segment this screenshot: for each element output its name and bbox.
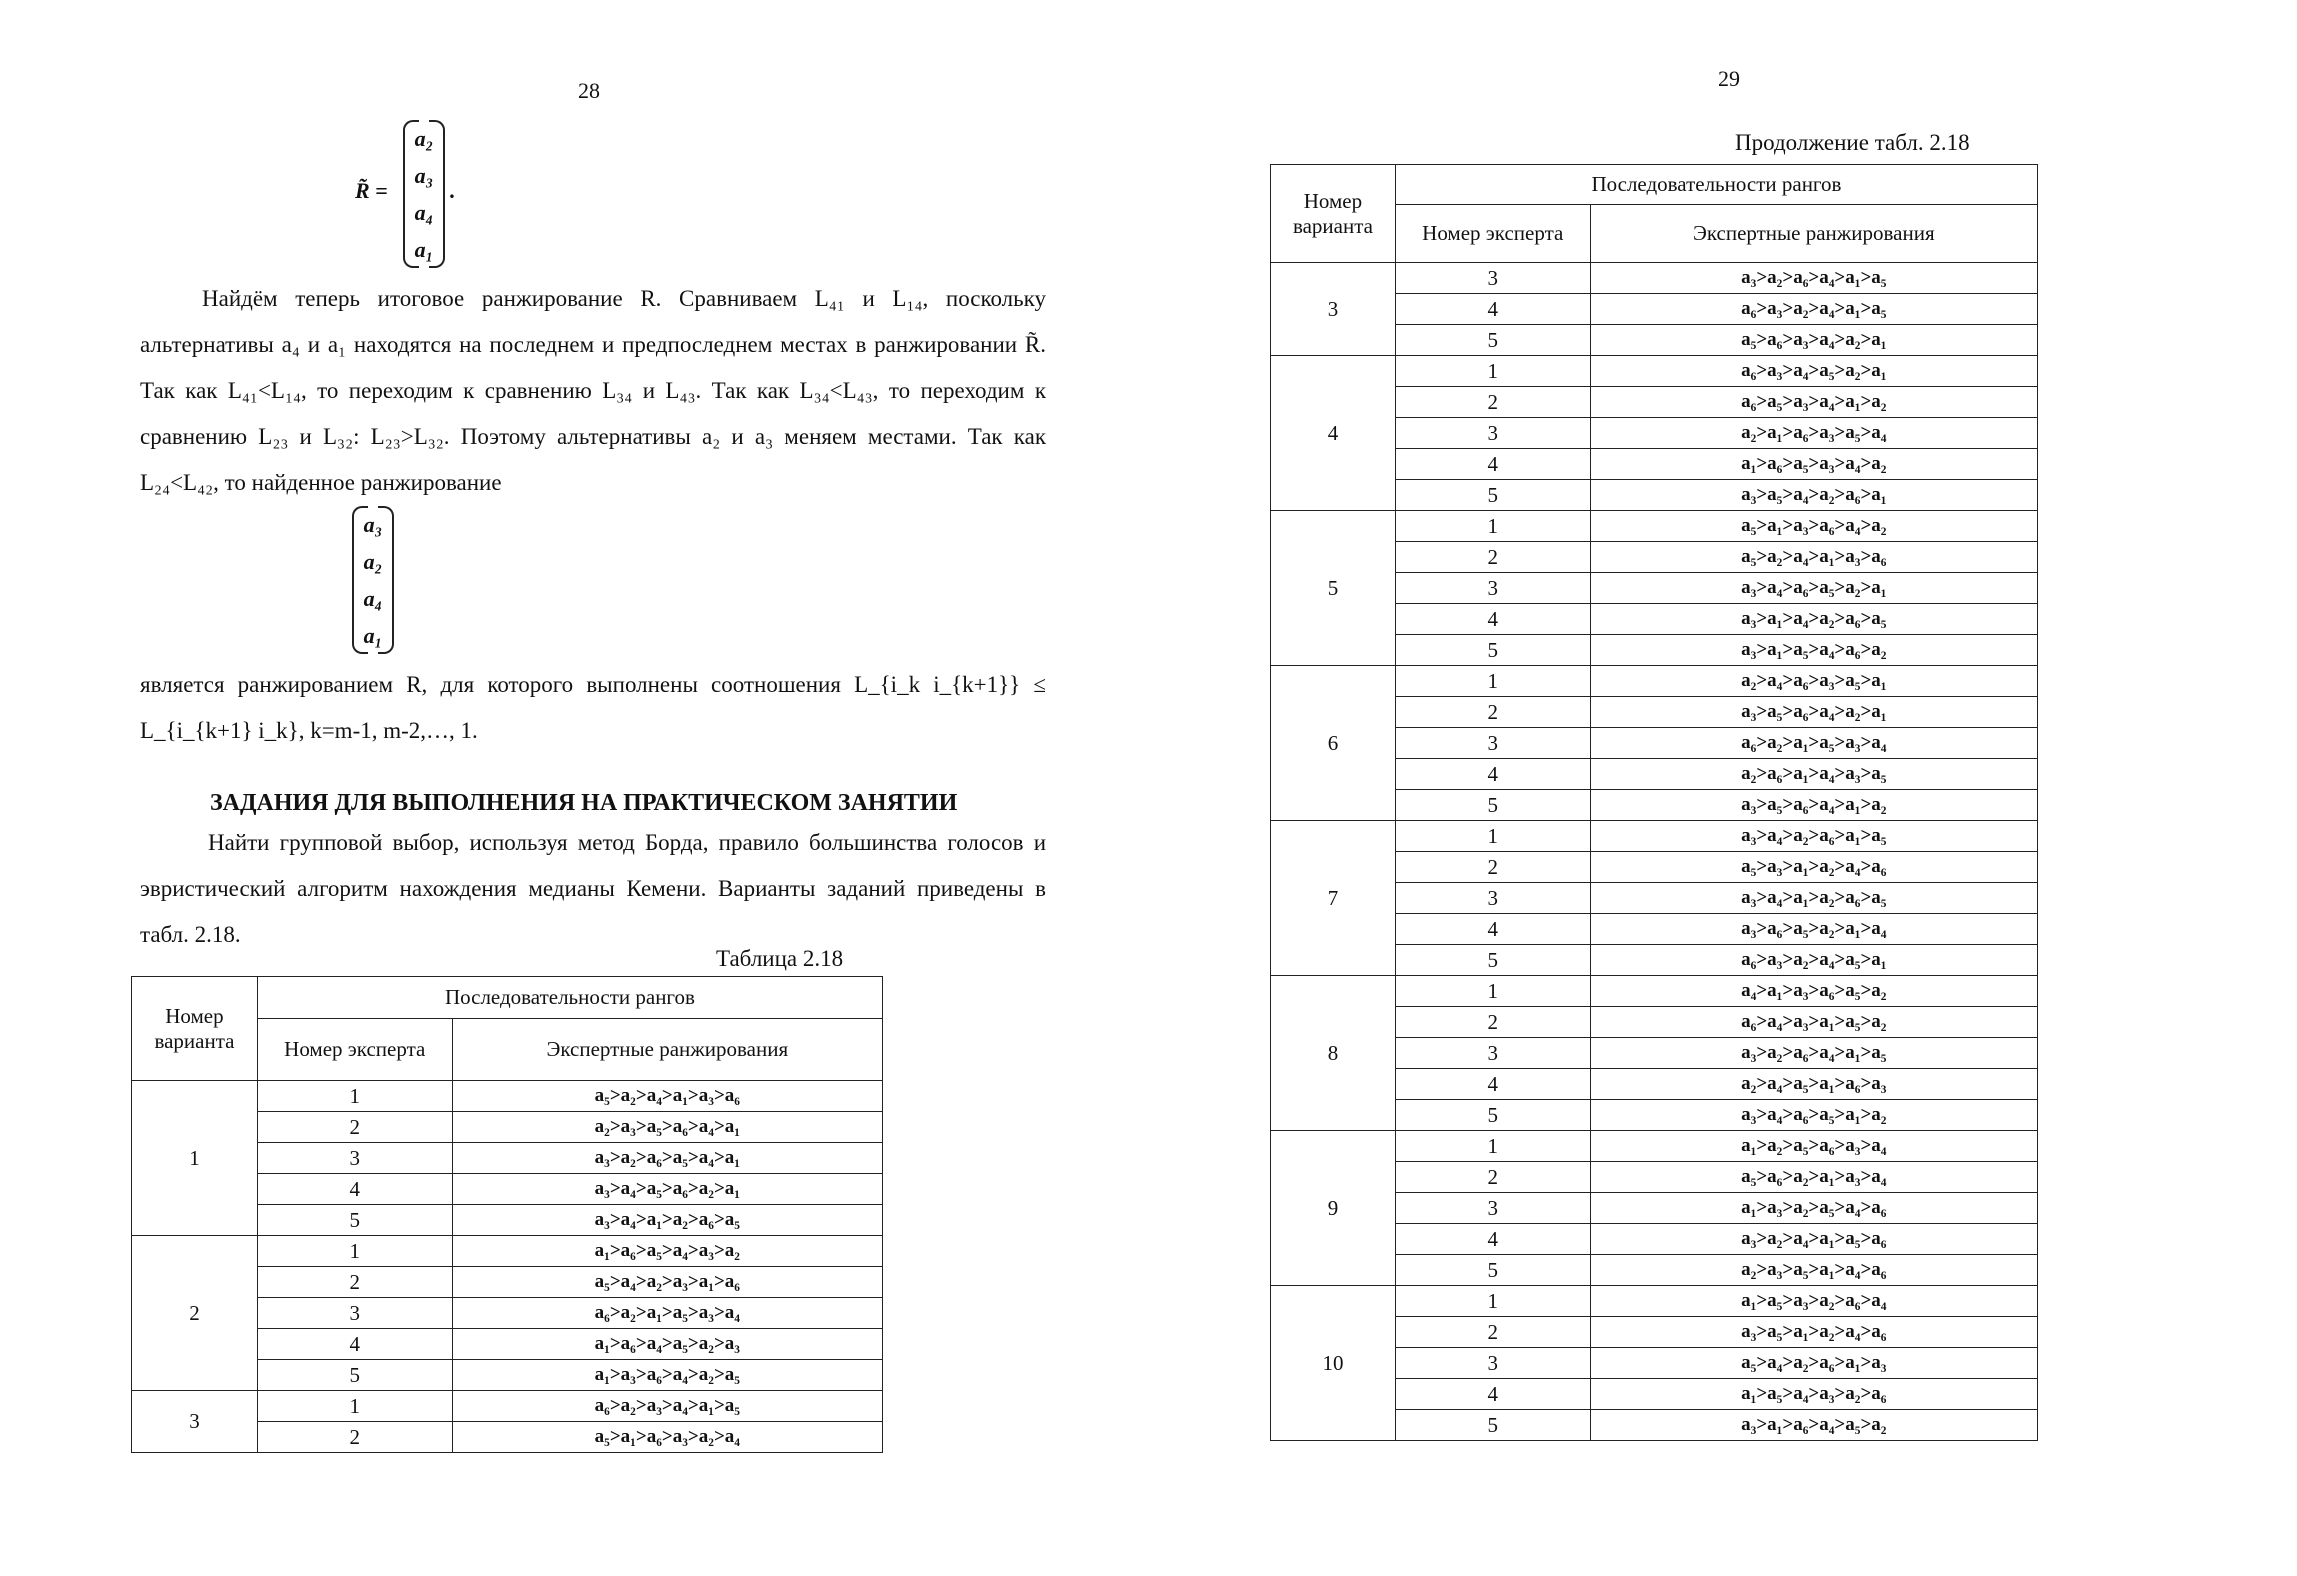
expert-cell: 5	[1395, 1410, 1590, 1441]
expert-cell: 1	[1395, 511, 1590, 542]
ranking-cell: a₃>a₄>a₆>a₅>a₂>a₁	[1590, 573, 2037, 604]
ranking-cell: a₂>a₆>a₁>a₄>a₃>a₅	[1590, 759, 2037, 790]
ranking-cell: a₅>a₆>a₃>a₄>a₂>a₁	[1590, 325, 2037, 356]
ranking-cell: a₁>a₅>a₃>a₂>a₆>a₄	[1590, 1286, 2037, 1317]
variant-cell: 3	[132, 1391, 258, 1453]
col-sequences-header: Последовательности рангов	[257, 977, 882, 1019]
expert-cell: 2	[1395, 542, 1590, 573]
matrix-2	[352, 506, 394, 654]
expert-cell: 1	[1395, 821, 1590, 852]
ranking-cell: a₃>a₁>a₅>a₄>a₆>a₂	[1590, 635, 2037, 666]
expert-cell: 5	[1395, 480, 1590, 511]
matrix-entry: a₁	[363, 623, 383, 648]
ranking-cell: a₁>a₆>a₄>a₅>a₂>a₃	[452, 1329, 882, 1360]
expert-cell: 5	[1395, 790, 1590, 821]
expert-cell: 3	[1395, 263, 1590, 294]
variant-cell: 1	[132, 1081, 258, 1236]
ranking-cell: a₅>a₁>a₆>a₃>a₂>a₄	[452, 1422, 882, 1453]
expert-cell: 3	[1395, 883, 1590, 914]
ranking-cell: a₃>a₄>a₅>a₆>a₂>a₁	[452, 1174, 882, 1205]
expert-cell: 2	[257, 1422, 452, 1453]
matrix-entry: a₄	[414, 200, 434, 225]
expert-cell: 5	[1395, 1255, 1590, 1286]
ranking-cell: a₆>a₂>a₁>a₅>a₃>a₄	[1590, 728, 2037, 759]
expert-cell: 2	[1395, 1007, 1590, 1038]
matrix-period: .	[450, 178, 456, 203]
ranking-cell: a₃>a₅>a₆>a₄>a₂>a₁	[1590, 697, 2037, 728]
variant-cell: 9	[1271, 1131, 1396, 1286]
expert-cell: 5	[257, 1205, 452, 1236]
expert-cell: 2	[257, 1267, 452, 1298]
matrix-1	[403, 120, 445, 268]
ranking-cell: a₂>a₃>a₅>a₆>a₄>a₁	[452, 1112, 882, 1143]
col-expert-header: Номер эксперта	[1395, 205, 1590, 263]
ranking-cell: a₂>a₄>a₅>a₁>a₆>a₃	[1590, 1069, 2037, 1100]
col-sequences-header: Последовательности рангов	[1395, 165, 2037, 205]
variant-cell: 8	[1271, 976, 1396, 1131]
expert-cell: 3	[1395, 728, 1590, 759]
expert-cell: 2	[257, 1112, 452, 1143]
ranking-cell: a₆>a₅>a₃>a₄>a₁>a₂	[1590, 387, 2037, 418]
ranking-cell: a₆>a₂>a₁>a₅>a₃>a₄	[452, 1298, 882, 1329]
expert-cell: 3	[1395, 1038, 1590, 1069]
table-row	[1271, 263, 2038, 294]
expert-cell: 4	[1395, 914, 1590, 945]
expert-cell: 1	[257, 1236, 452, 1267]
expert-cell: 4	[257, 1329, 452, 1360]
ranking-cell: a₃>a₄>a₁>a₂>a₆>a₅	[452, 1205, 882, 1236]
ranking-cell: a₃>a₅>a₁>a₂>a₄>a₆	[1590, 1317, 2037, 1348]
ranking-cell: a₅>a₃>a₁>a₂>a₄>a₆	[1590, 852, 2037, 883]
ranking-cell: a₅>a₂>a₄>a₁>a₃>a₆	[452, 1081, 882, 1112]
expert-cell: 4	[1395, 449, 1590, 480]
table-caption: Таблица 2.18	[716, 946, 844, 971]
ranking-cell: a₁>a₅>a₄>a₃>a₂>a₆	[1590, 1379, 2037, 1410]
page-number: 28	[578, 78, 600, 103]
ranking-cell: a₃>a₄>a₆>a₅>a₁>a₂	[1590, 1100, 2037, 1131]
table-caption: Продолжение табл. 2.18	[1735, 130, 1970, 155]
right-page	[1150, 0, 2297, 1576]
ranking-cell: a₅>a₁>a₃>a₆>a₄>a₂	[1590, 511, 2037, 542]
table-row	[1271, 1131, 2038, 1162]
ranking-cell: a₃>a₂>a₆>a₅>a₄>a₁	[452, 1143, 882, 1174]
ranking-cell: a₃>a₂>a₆>a₄>a₁>a₅	[1590, 1038, 2037, 1069]
col-variant-header: Номер варианта	[132, 977, 258, 1081]
table-row	[132, 1081, 883, 1112]
expert-cell: 2	[1395, 387, 1590, 418]
expert-cell: 3	[1395, 573, 1590, 604]
expert-cell: 1	[257, 1081, 452, 1112]
paragraph-2	[140, 662, 1046, 754]
table-row	[1271, 666, 2038, 697]
col-variant-header: Номер варианта	[1271, 165, 1396, 263]
expert-cell: 4	[257, 1174, 452, 1205]
ranking-cell: a₃>a₅>a₆>a₄>a₁>a₂	[1590, 790, 2037, 821]
matrix-entry: a₄	[363, 586, 383, 611]
paragraph-3	[140, 820, 1046, 958]
paragraph-3-text: Найти групповой выбор, используя метод Борда, правило большинства голосов и эвристический алгоритм нахождения медианы Кемени. Варианты заданий приведены в табл. 2.18.	[140, 830, 1046, 947]
rankings-table	[131, 976, 883, 1453]
matrix-entry: a₂	[414, 126, 434, 151]
expert-cell: 1	[1395, 976, 1590, 1007]
ranking-cell: a₁>a₆>a₅>a₄>a₃>a₂	[452, 1236, 882, 1267]
col-rankings-header: Экспертные ранжирования	[452, 1019, 882, 1081]
variant-cell: 4	[1271, 356, 1396, 511]
section-heading: ЗАДАНИЯ ДЛЯ ВЫПОЛНЕНИЯ НА ПРАКТИЧЕСКОМ ЗАНЯТИИ	[210, 790, 958, 816]
paragraph-1	[140, 276, 1046, 506]
variant-cell: 5	[1271, 511, 1396, 666]
ranking-cell: a₅>a₄>a₂>a₃>a₁>a₆	[452, 1267, 882, 1298]
ranking-cell: a₃>a₄>a₁>a₂>a₆>a₅	[1590, 883, 2037, 914]
ranking-cell: a₃>a₂>a₆>a₄>a₁>a₅	[1590, 263, 2037, 294]
ranking-cell: a₂>a₄>a₆>a₃>a₅>a₁	[1590, 666, 2037, 697]
ranking-cell: a₆>a₄>a₃>a₁>a₅>a₂	[1590, 1007, 2037, 1038]
ranking-cell: a₅>a₂>a₄>a₁>a₃>a₆	[1590, 542, 2037, 573]
ranking-cell: a₁>a₃>a₆>a₄>a₂>a₅	[452, 1360, 882, 1391]
expert-cell: 1	[1395, 1131, 1590, 1162]
table-row	[132, 1236, 883, 1267]
expert-cell: 2	[1395, 1317, 1590, 1348]
paragraph-2-text: является ранжированием R, для которого выполнены соотношения L_{i_k i_{k+1}} ≤ L_{i_{k+1} i_k}, k=m-1, m-2,…, 1.	[140, 672, 1046, 743]
expert-cell: 5	[257, 1360, 452, 1391]
ranking-cell: a₃>a₁>a₆>a₄>a₅>a₂	[1590, 1410, 2037, 1441]
expert-cell: 1	[257, 1391, 452, 1422]
table-row	[1271, 821, 2038, 852]
table-row	[1271, 1286, 2038, 1317]
matrix-entry: a₂	[363, 549, 383, 574]
ranking-cell: a₄>a₁>a₃>a₆>a₅>a₂	[1590, 976, 2037, 1007]
matrix-entry: a₁	[414, 237, 434, 262]
variant-cell: 6	[1271, 666, 1396, 821]
expert-cell: 4	[1395, 1069, 1590, 1100]
matrix-lhs: R̃ =	[355, 178, 388, 203]
ranking-cell: a₂>a₁>a₆>a₃>a₅>a₄	[1590, 418, 2037, 449]
ranking-cell: a₅>a₆>a₂>a₁>a₃>a₄	[1590, 1162, 2037, 1193]
expert-cell: 2	[1395, 1162, 1590, 1193]
expert-cell: 4	[1395, 294, 1590, 325]
col-expert-header: Номер эксперта	[257, 1019, 452, 1081]
table-row	[1271, 511, 2038, 542]
variant-cell: 3	[1271, 263, 1396, 356]
expert-cell: 3	[257, 1143, 452, 1174]
expert-cell: 3	[257, 1298, 452, 1329]
ranking-cell: a₆>a₃>a₄>a₅>a₂>a₁	[1590, 356, 2037, 387]
ranking-cell: a₃>a₁>a₄>a₂>a₆>a₅	[1590, 604, 2037, 635]
ranking-cell: a₆>a₃>a₂>a₄>a₁>a₅	[1590, 294, 2037, 325]
expert-cell: 4	[1395, 604, 1590, 635]
ranking-cell: a₆>a₂>a₃>a₄>a₁>a₅	[452, 1391, 882, 1422]
paragraph-1-text: Найдём теперь итоговое ранжирование R. Сравниваем L₄₁ и L₁₄, поскольку альтернативы a₄ и a₁ находятся на последнем и предпоследнем местах в ранжировании R̃. Так как L₄₁<L₁₄, то переходим к сравнению L₃₄ и L₄₃. Так как L₃₄<L₄₃, то переходим к сравнению L₂₃ и L₃₂: L₂₃>L₃₂. Поэтому альтернативы a₂ и a₃ меняем местами. Так как L₂₄<L₄₂, то найденное ранжирование	[140, 286, 1046, 495]
variant-cell: 10	[1271, 1286, 1396, 1441]
variant-cell: 7	[1271, 821, 1396, 976]
expert-cell: 1	[1395, 356, 1590, 387]
expert-cell: 3	[1395, 1348, 1590, 1379]
ranking-cell: a₃>a₆>a₅>a₂>a₁>a₄	[1590, 914, 2037, 945]
expert-cell: 1	[1395, 666, 1590, 697]
ranking-cell: a₁>a₂>a₅>a₆>a₃>a₄	[1590, 1131, 2037, 1162]
col-rankings-header: Экспертные ранжирования	[1590, 205, 2037, 263]
expert-cell: 3	[1395, 418, 1590, 449]
matrix-entry: a₃	[414, 163, 434, 188]
table-row	[1271, 356, 2038, 387]
page-number: 29	[1718, 66, 1740, 91]
ranking-cell: a₁>a₆>a₅>a₃>a₄>a₂	[1590, 449, 2037, 480]
expert-cell: 1	[1395, 1286, 1590, 1317]
ranking-cell: a₂>a₃>a₅>a₁>a₄>a₆	[1590, 1255, 2037, 1286]
expert-cell: 2	[1395, 697, 1590, 728]
expert-cell: 5	[1395, 945, 1590, 976]
table-row	[1271, 976, 2038, 1007]
expert-cell: 4	[1395, 1224, 1590, 1255]
expert-cell: 4	[1395, 1379, 1590, 1410]
ranking-cell: a₃>a₅>a₄>a₂>a₆>a₁	[1590, 480, 2037, 511]
expert-cell: 4	[1395, 759, 1590, 790]
expert-cell: 2	[1395, 852, 1590, 883]
expert-cell: 5	[1395, 325, 1590, 356]
ranking-cell: a₃>a₂>a₄>a₁>a₅>a₆	[1590, 1224, 2037, 1255]
rankings-table-continued	[1270, 164, 2038, 1441]
expert-cell: 3	[1395, 1193, 1590, 1224]
variant-cell: 2	[132, 1236, 258, 1391]
expert-cell: 5	[1395, 635, 1590, 666]
table-row	[132, 1391, 883, 1422]
ranking-cell: a₆>a₃>a₂>a₄>a₅>a₁	[1590, 945, 2037, 976]
ranking-cell: a₁>a₃>a₂>a₅>a₄>a₆	[1590, 1193, 2037, 1224]
expert-cell: 5	[1395, 1100, 1590, 1131]
matrix-entry: a₃	[363, 512, 383, 537]
ranking-cell: a₃>a₄>a₂>a₆>a₁>a₅	[1590, 821, 2037, 852]
ranking-cell: a₅>a₄>a₂>a₆>a₁>a₃	[1590, 1348, 2037, 1379]
